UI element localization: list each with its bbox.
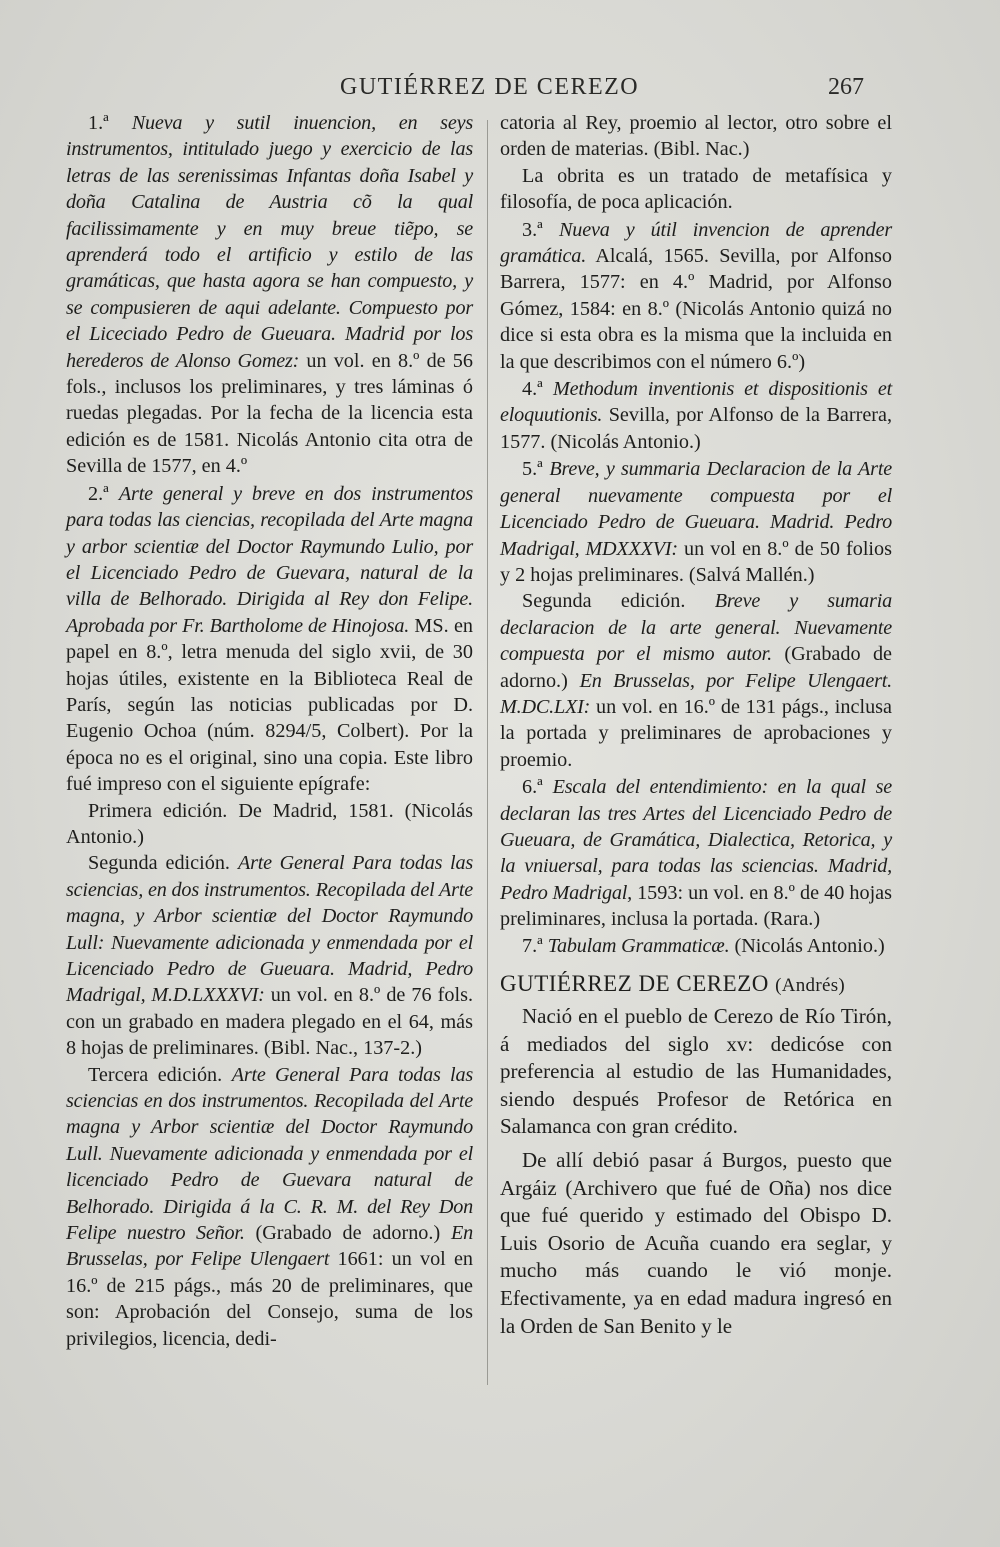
entry-title: Escala del entendimiento: en la qual se declaran las tres Artes del Licenciado Pedro de Gueuara, de Gramática, Dialectica, Retorica, y la vniuersal, para todas las sciencias. Madrid, Pedro Madrigal, (500, 776, 893, 904)
entry-number: 1.ª (88, 112, 109, 134)
entry-3 (500, 217, 892, 375)
entry-5-second-edition (500, 588, 892, 773)
entry-5 (500, 456, 892, 588)
edition-description: un vol. en 8.º de 76 fols. con un grabado en madera plegado en el 64, más 8 hojas de preliminares. (Bibl. Nac., 137-2.) (66, 984, 473, 1060)
edition-label: Segunda edición. (88, 852, 230, 875)
entry-1 (66, 110, 473, 480)
entry-title: Breve, y summaria Declaracion de la Arte general nuevamente compuesta por el Licenciado Pedro de Gueuara. Madrid. Pedro Madrigal, MDXXXVI: (500, 458, 892, 560)
entry-title: Tabulam Grammaticæ. (547, 934, 730, 957)
entry-number: 5.ª (522, 458, 543, 481)
edition-title: Arte General Para todas las sciencias, en dos instrumentos. Recopilada del Arte magna, y Arbor scientiæ del Doctor Raymundo Lull: Nuevamente adicionada y enmendada por el Licenciado Pedro de Gueuara. Madrid, Pedro Madrigal, M.D.LXXXVI: (66, 852, 473, 1007)
entry-title: Nueva y útil invencion de aprender gramática. (500, 218, 892, 268)
edition-title: Breve y sumaria declaracion de la arte general. Nuevamente compuesta por el mismo autor. (500, 590, 892, 666)
author-given-name: (Andrés) (775, 975, 846, 996)
entry-4 (500, 376, 892, 455)
running-head (0, 74, 1000, 114)
edition-description: un vol. en 16.º de 131 págs., inclusa la portada y preliminares de aprobaciones y proemio. (500, 695, 892, 771)
edition-note: (Grabado de adorno.) (255, 1222, 441, 1245)
edition-1 (66, 798, 473, 851)
entry-description: Sevilla, por Alfonso de la Barrera, 1577. (Nicolás Antonio.) (500, 404, 893, 453)
entry-number: 2.ª (88, 482, 109, 505)
entry-6 (500, 774, 892, 932)
entry-number: 6.ª (522, 776, 543, 799)
commentary-paragraph: La obrita es un tratado de metafísica y filosofía, de poca aplicación. (500, 164, 892, 214)
left-column (66, 110, 473, 1352)
edition-2 (66, 850, 473, 1061)
entry-number: 7.ª (522, 934, 543, 957)
edition-label: Tercera edición. (88, 1063, 223, 1086)
entry-description: un vol en 8.º de 50 folios y 2 hojas preliminares. (Salvá Mallén.) (500, 537, 892, 586)
entry-number: 4.ª (522, 378, 543, 401)
page-number: 267 (828, 74, 864, 100)
edition-imprint: En Brusselas, por Felipe Ulengaert. M.DC.LXI: (500, 669, 892, 718)
entry-2 (66, 481, 473, 798)
entry-2-continuation: catoria al Rey, proemio al lector, otro sobre el orden de materias. (Bibl. Nac.) (500, 112, 892, 161)
edition-description: De Madrid, 1581. (Nicolás Antonio.) (66, 799, 474, 848)
entry-description: (Nicolás Antonio.) (734, 934, 885, 957)
edition-label: Segunda edición. (522, 590, 686, 613)
edition-description: 1661: un vol en 16.º de 215 págs., más 20 de preliminares, que son: Aprobación del Consejo, suma de los privilegios, licencia, dedi- (66, 1248, 473, 1350)
biography-paragraph-1: Nació en el pueblo de Cerezo de Río Tirón, á mediados del siglo xv: dedicóse con preferencia al estudio de las Humanidades, siendo después Profesor de Retórica en Salamanca con gran crédito. (500, 1004, 892, 1139)
entry-description: 1593: un vol. en 8.º de 40 hojas preliminares, inclusa la portada. (Rara.) (500, 881, 892, 931)
column-divider (487, 120, 488, 1385)
entry-description: MS. en papel en 8.º, letra menuda del siglo xvii, de 30 hojas útiles, existente en la Biblioteca Real de París, según las noticias publicadas por D. Eugenio Ochoa (núm. 8294/5, Colbert). Por la época no es el original, sino una copia. Este libro fué impreso con el siguiente epígrafe: (66, 614, 474, 796)
edition-label: Primera edición. (88, 799, 228, 822)
biography (500, 1003, 892, 1340)
entry-7 (500, 933, 892, 959)
entry-description: Alcalá, 1565. Sevilla, por Alfonso Barrera, 1577: en 4.º Madrid, por Alfonso Gómez, 1584: en 8.º (Nicolás Antonio quizá no dice si esta obra es la misma que la incluida en la que describimos con el número 6.º) (500, 245, 892, 373)
entry-description: un vol. en 8.º de 56 fols., inclusos los preliminares, y tres láminas ó ruedas plegadas. Por la fecha de la licencia esta edición es de 1581. Nicolás Antonio cita otra de Sevilla de 1577, en 4.º (66, 349, 473, 478)
edition-note: (Grabado de adorno.) (500, 643, 893, 692)
edition-3 (66, 1062, 473, 1352)
entry-title: Arte general y breve en dos instrumentos para todas las ciencias, recopilada del Arte magna y arbor scientiæ del Doctor Raymundo Lulio, por el Licenciado Pedro de Guevara, natural de la villa de Belhorado. Dirigida al Rey don Felipe. Aprobada por Fr. Bartholome de Hinojosa. (66, 482, 473, 637)
running-head-title: GUTIÉRREZ DE CEREZO (340, 74, 640, 100)
right-column (500, 110, 892, 1340)
entry-number: 3.ª (522, 218, 543, 241)
edition-imprint: En Brusselas, por Felipe Ulengaert (66, 1222, 473, 1271)
entry-title: Methodum inventionis et dispositionis et eloquutionis. (500, 378, 892, 427)
author-surname: GUTIÉRREZ DE CEREZO (500, 971, 769, 996)
author-heading (500, 969, 892, 1001)
entry-title: Nueva y sutil inuencion, en seys instrumentos, intitulado juego y exercicio de las letras de las serenissimas Infantas doña Isabel y doña Catalina de Austria cõ la qual facilissimamente y en muy breue tiẽpo, se aprenderá todo el artificio y estilo de las gramáticas, que hasta agora se han compuesto, y se compusieren de aqui adelante. Compuesto por el Liceciado Pedro de Gueuara. Madrid por los herederos de Alonso Gomez: (66, 112, 474, 372)
biography-paragraph-2: De allí debió pasar á Burgos, puesto que Argáiz (Archivero que fué de Oña) nos dice que fué querido y estimado del Obispo D. Luis Osorio de Acuña cuando era seglar, y mucho más cuando le vió monje. Efectivamente, ya en edad madura ingresó en la Orden de San Benito y le (500, 1147, 892, 1338)
edition-title: Arte General Para todas las sciencias en dos instrumentos. Recopilada del Arte magna y Arbor scientiæ del Doctor Raymundo Lull. Nuevamente adicionada y enmendada por el licenciado Pedro de Guevara natural de Belhorado. Dirigida á la C. R. M. del Rey Don Felipe nuestro Señor. (66, 1063, 473, 1245)
